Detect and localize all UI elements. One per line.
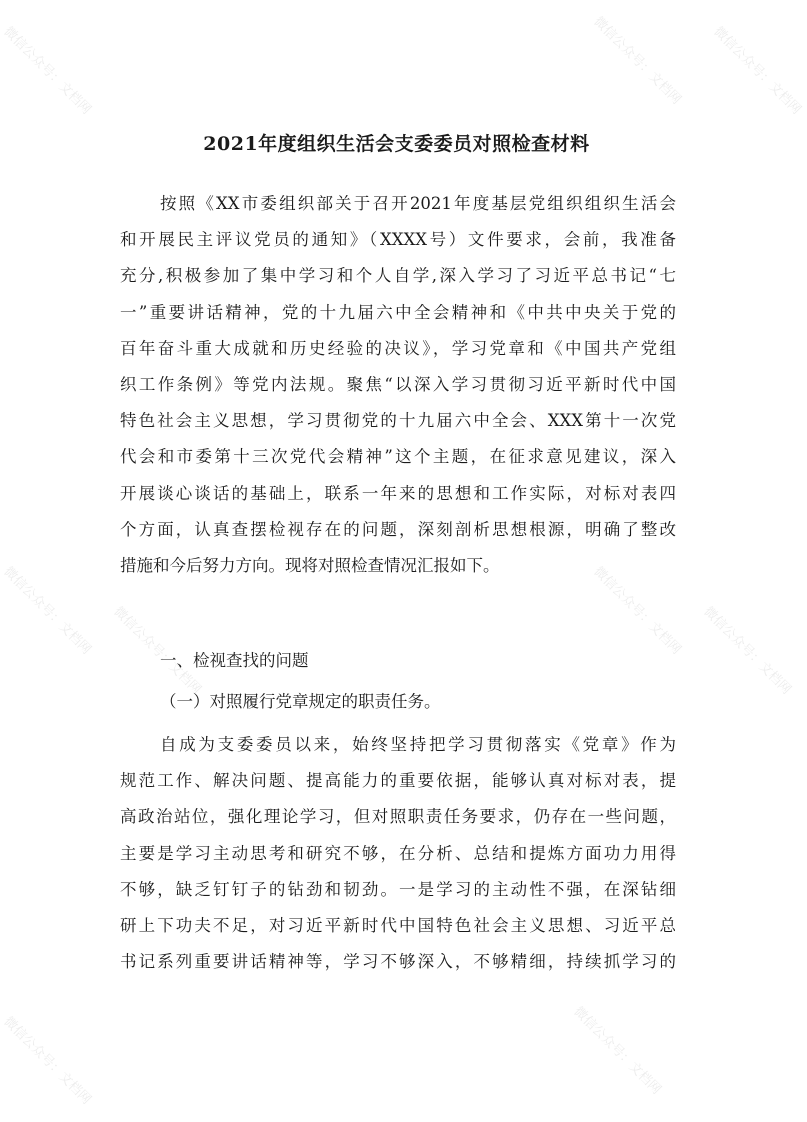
text-line: 开展谈心谈话的基础上，联系一年来的思想和工作实际，对标对表四 — [120, 483, 676, 503]
text-line: 代会和市委第十三次党代会精神”这个主题，在征求意见建议，深入 — [120, 447, 676, 467]
text-line: 百年奋斗重大成就和历史经验的决议》，学习党章和《中国共产党组 — [120, 338, 676, 358]
text-line: 一”重要讲话精神，党的十九届六中全会精神和《中共中央关于党的 — [120, 302, 676, 322]
watermark-text: 微信公众号：文档网 — [700, 604, 794, 698]
watermark-text: 微信公众号：文档网 — [570, 1004, 664, 1098]
watermark-text: 微信公众号：文档网 — [590, 14, 684, 108]
document-title: 2021年度组织生活会支委委员对照检查材料 — [203, 133, 590, 155]
text-line: 按照《XX市委组织部关于召开2021年度基层党组织组织生活会 — [160, 194, 676, 213]
text-line: 织工作条例》等党内法规。聚焦“以深入学习贯彻习近平新时代中国 — [120, 375, 676, 395]
subsection-heading: （一）对照履行党章规定的职责任务。 — [160, 692, 441, 711]
text-line: 自成为支委委员以来，始终坚持把学习贯彻落实《党章》作为 — [160, 735, 676, 754]
text-line: 高政治站位，强化理论学习，但对照职责任务要求，仍存在一些问题， — [120, 807, 676, 827]
text-line: 规范工作、解决问题、提高能力的重要依据，能够认真对标对表，提 — [120, 771, 676, 791]
watermark-text: 微信公众号：文档网 — [710, 24, 804, 118]
watermark-text: 微信公众号：文档网 — [590, 564, 684, 658]
watermark-text: 微信公众号：文档网 — [110, 604, 204, 698]
text-line: 研上下功夫不足，对习近平新时代中国特色社会主义思想、习近平总 — [120, 916, 676, 936]
watermark-text: 微信公众号：文档网 — [0, 1014, 94, 1108]
text-line: 特色社会主义思想，学习贯彻党的十九届六中全会、XXX第十一次党 — [120, 411, 676, 431]
watermark-text: 微信公众号：文档网 — [0, 564, 94, 658]
watermark-text: 微信公众号：文档网 — [0, 24, 94, 118]
text-line: 充分,积极参加了集中学习和个人自学,深入学习了习近平总书记“七 — [120, 266, 676, 286]
text-line: 书记系列重要讲话精神等，学习不够深入，不够精细，持续抓学习的 — [120, 952, 676, 972]
body-paragraph — [120, 727, 676, 980]
section-heading: 一、检视查找的问题 — [160, 651, 309, 670]
text-line: 不够，缺乏钉钉子的钻劲和韧劲。一是学习的主动性不强，在深钻细 — [120, 879, 676, 899]
text-line: 和开展民主评议党员的通知》（XXXX号）文件要求，会前，我准备 — [120, 230, 676, 250]
intro-paragraph — [120, 186, 676, 584]
text-line: 措施和今后努力方向。现将对照检查情况汇报如下。 — [120, 556, 500, 576]
text-line: 主要是学习主动思考和研究不够，在分析、总结和提炼方面功力用得 — [120, 843, 676, 863]
text-line: 个方面，认真查摆检视存在的问题，深刻剖析思想根源，明确了整改 — [120, 519, 676, 539]
